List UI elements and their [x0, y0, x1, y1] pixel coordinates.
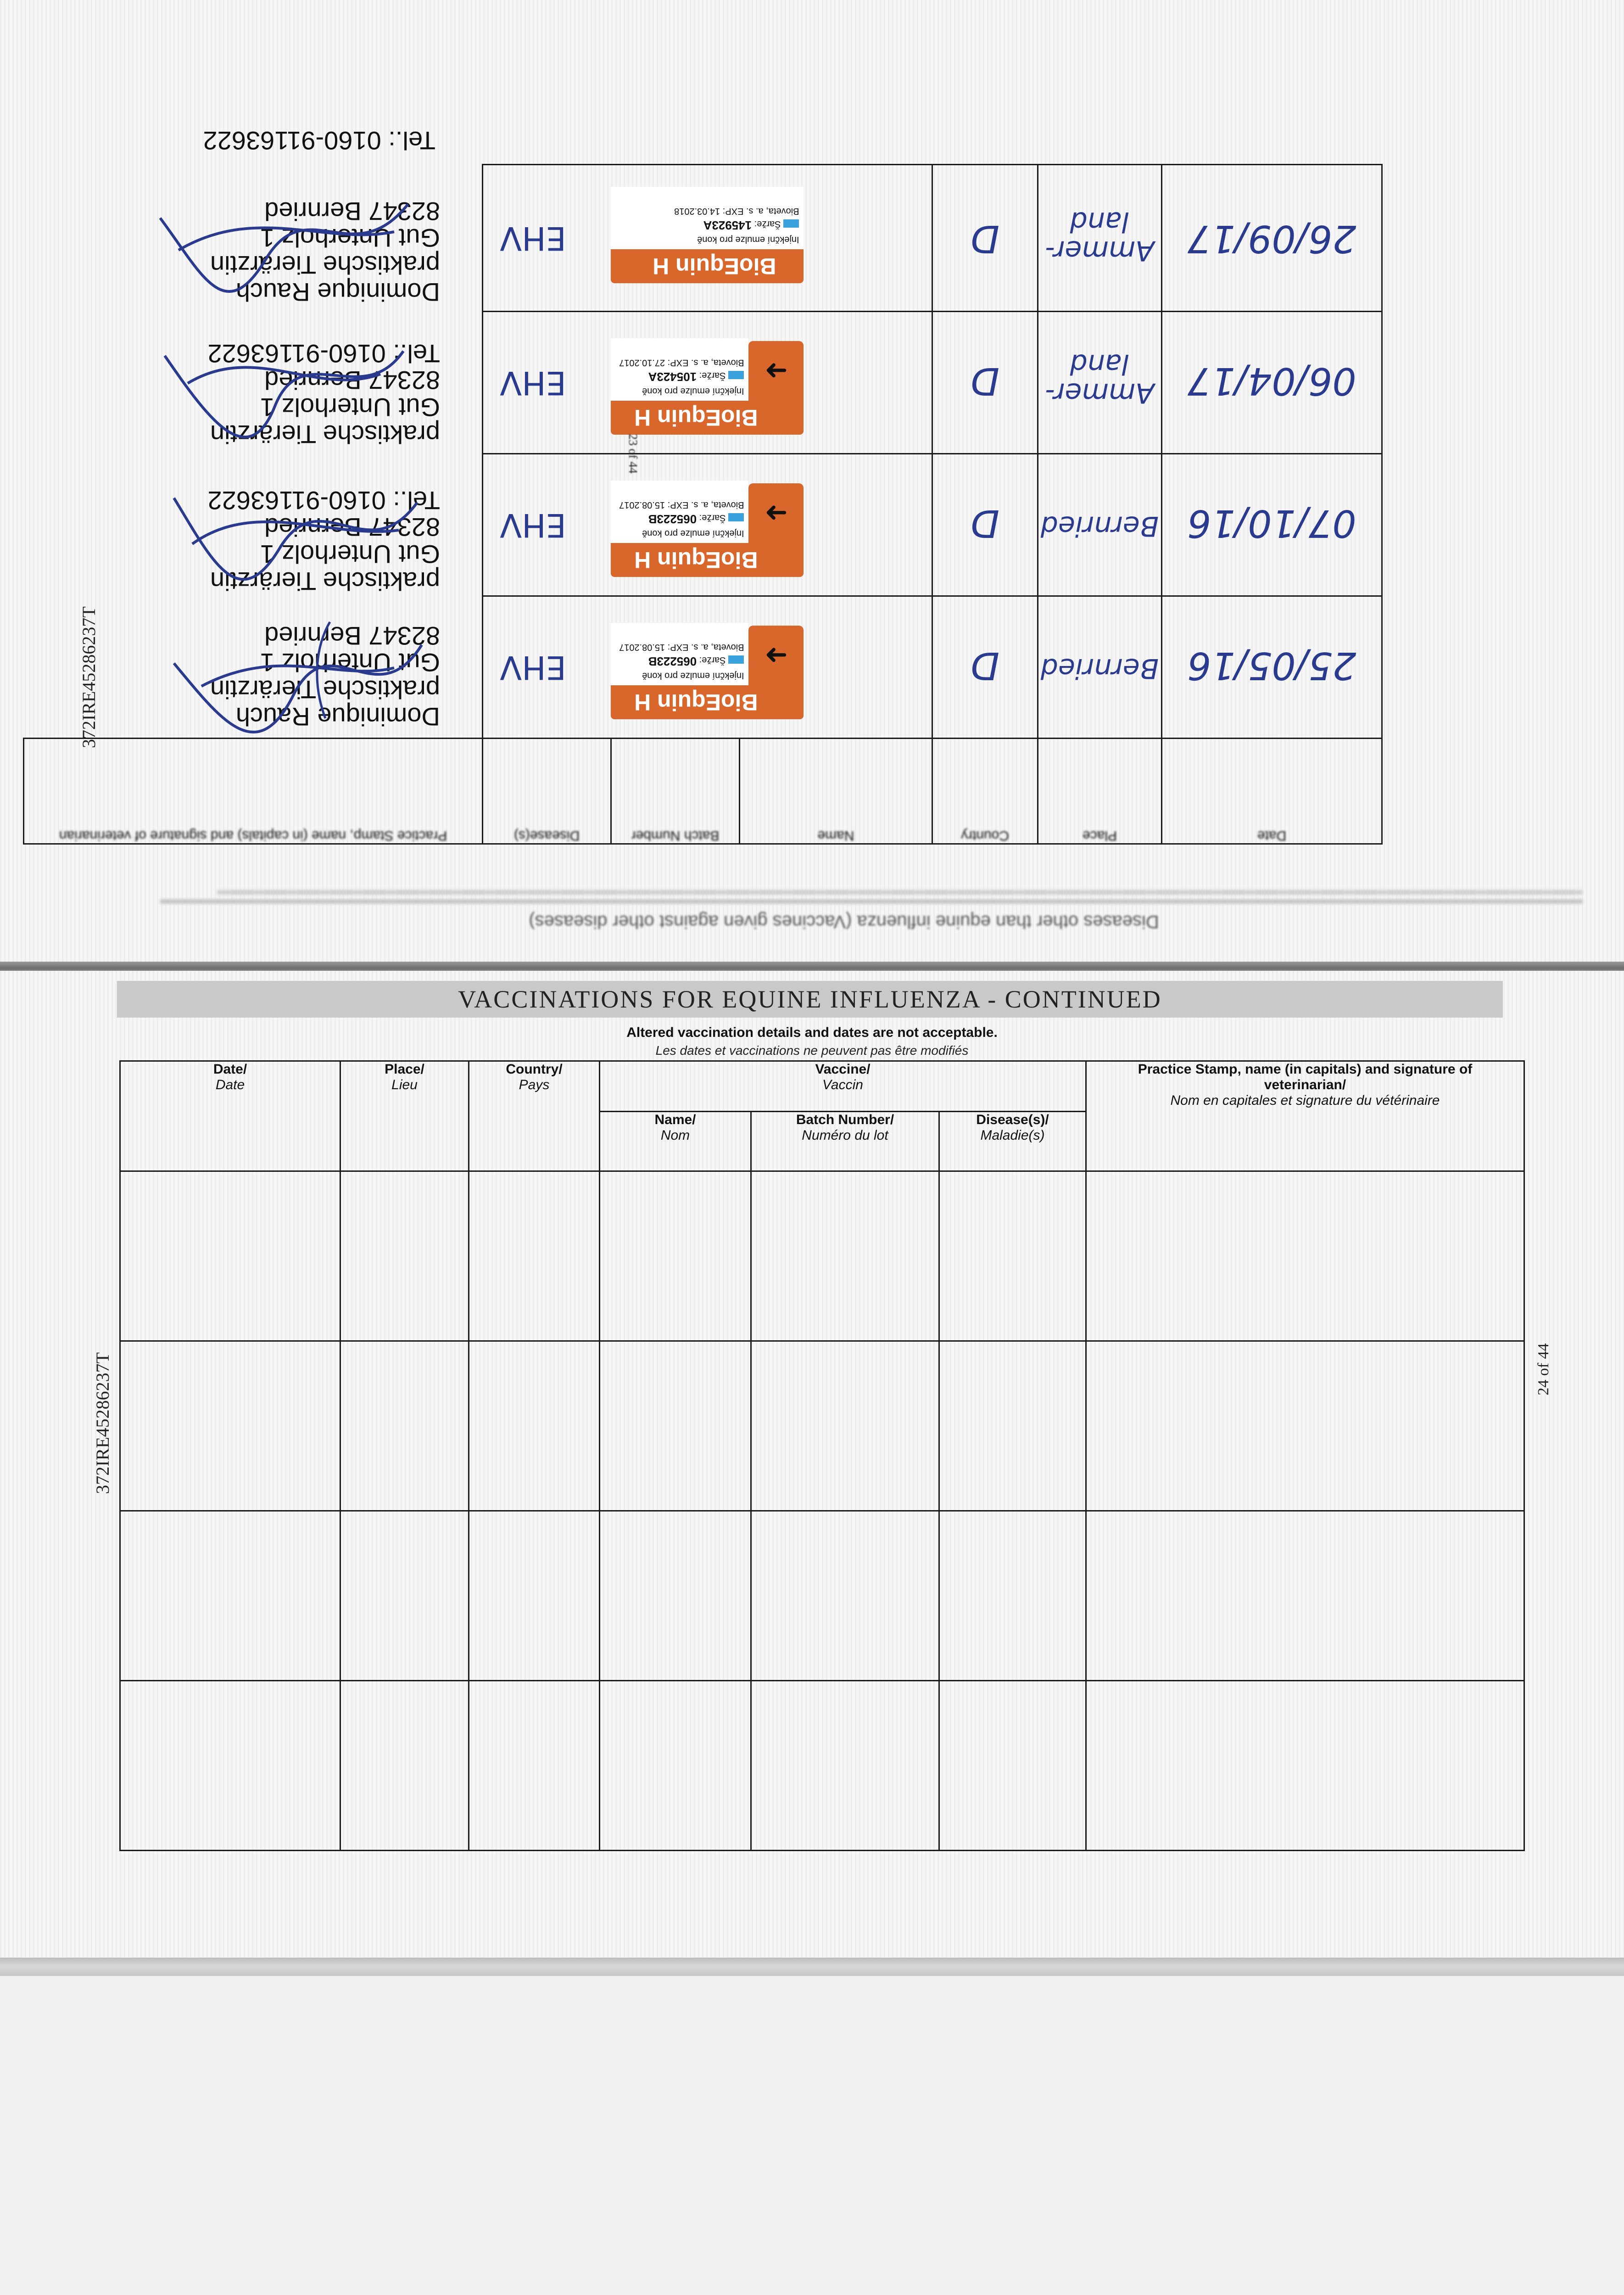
top-page-number: 23 of 44 [626, 434, 640, 474]
empty-entry-row [120, 1171, 1524, 1341]
vet-signature [146, 319, 422, 438]
entry-cell[interactable] [120, 1681, 340, 1851]
bioveta-logo-icon [729, 371, 744, 379]
row3-country-cell: D [932, 312, 1038, 454]
entry-cell[interactable] [340, 1681, 469, 1851]
sticker-maker: Bioveta, a. s. [746, 206, 799, 216]
entry-cell[interactable] [600, 1341, 751, 1511]
bioveta-logo-icon [729, 655, 744, 664]
vaccine-sticker [611, 623, 804, 719]
entry-cell[interactable] [1086, 1511, 1524, 1681]
bioveta-logo-icon [729, 513, 744, 521]
entry-cell[interactable] [939, 1681, 1086, 1851]
vet-signature [156, 466, 431, 585]
row1-place-cell: Bernried [1038, 596, 1162, 739]
sticker-label [611, 481, 749, 543]
header-vaccine-name: Name/ Nom [600, 1112, 751, 1171]
sticker-subtitle: Injekční emulze pro koně [697, 235, 799, 245]
sticker-batch-label: Šarže: [699, 370, 726, 381]
sticker-batch-number: 105423A [648, 370, 697, 384]
scanner-background [0, 1976, 1624, 2295]
sticker-expiry: EXP: 27.10.2017 [619, 357, 689, 368]
entry-cell[interactable] [751, 1681, 939, 1851]
sticker-brand: BioEquin H [611, 543, 804, 577]
sticker-maker: Bioveta, a. s. [691, 357, 744, 368]
entry-cell[interactable] [120, 1511, 340, 1681]
row3-date-cell: 06/04/17 [1162, 312, 1382, 454]
entry-cell[interactable] [120, 1341, 340, 1511]
sticker-batch-label: Šarže: [754, 219, 781, 229]
header-disease: Disease(s)/ Maladie(s) [939, 1112, 1086, 1171]
sticker-batch-number: 145923A [703, 218, 752, 232]
entry-cell[interactable] [120, 1171, 340, 1341]
sticker-maker: Bioveta, a. s. [691, 499, 744, 510]
entry-cell[interactable] [600, 1511, 751, 1681]
empty-entry-row [120, 1681, 1524, 1851]
vet-stamp: Dominique Rauch praktische Tierärztin Gut Unterholz 1 82347 Bernried [210, 196, 440, 307]
entry-cell[interactable] [340, 1341, 469, 1511]
top-page-rotated-content [0, 0, 1624, 966]
sticker-brand: BioEquin H [611, 401, 804, 435]
vet-stamp: Dominique Rauch praktische Tierärztin Gut Unterholz 1 82347 Bernried [210, 621, 440, 731]
entry-cell[interactable] [1086, 1171, 1524, 1341]
section-title: VACCINATIONS FOR EQUINE INFLUENZA - CONTINUED [117, 981, 1503, 1018]
top-header-name: Name [740, 739, 932, 844]
entry-cell[interactable] [1086, 1341, 1524, 1511]
entry-cell[interactable] [939, 1171, 1086, 1341]
top-page-heading: Diseases other than equine influenza (Vaccines given against other diseases) [529, 912, 1159, 932]
sticker-batch-label: Šarže: [699, 655, 726, 665]
table-header-row [120, 1061, 1524, 1112]
row3-place-cell: Ammer-land [1038, 312, 1162, 454]
header-place: Place/ Lieu [340, 1061, 469, 1171]
vet-signature [146, 177, 422, 296]
sticker-batch-number: 065223B [648, 512, 697, 526]
top-page-document-code: 372IRE45286237T [78, 606, 99, 748]
entry-cell[interactable] [469, 1511, 600, 1681]
row1-date-cell: 25/05/16 [1162, 596, 1382, 739]
entry-cell[interactable] [469, 1681, 600, 1851]
row2-disease: EHV [500, 506, 566, 544]
vaccine-sticker [611, 338, 804, 435]
bottom-page-number: 24 of 44 [1535, 1343, 1552, 1395]
entry-cell[interactable] [469, 1171, 600, 1341]
sticker-expiry: EXP: 15.08.2017 [619, 642, 689, 652]
sticker-arrow-icon: ➜ [749, 626, 804, 685]
entry-cell[interactable] [1086, 1681, 1524, 1851]
vet-stamp: praktische Tierärztin Gut Unterholz 1 82347 Bernried Tel.: 0160-91163622 [207, 486, 440, 596]
sticker-label [611, 187, 804, 249]
bottom-page-document-code: 372IRE45286237T [92, 1352, 113, 1494]
top-header-date: Date [1162, 739, 1382, 844]
row3-disease: EHV [500, 364, 566, 402]
page-bottom-edge [0, 1958, 1624, 1976]
alteration-warning-fr: Les dates et vaccinations ne peuvent pas être modifiés [655, 1043, 969, 1058]
entry-cell[interactable] [751, 1171, 939, 1341]
top-page-note [160, 888, 1583, 907]
vaccine-sticker [611, 481, 804, 577]
empty-entry-row [120, 1341, 1524, 1511]
row2-date-cell: 07/10/16 [1162, 454, 1382, 596]
entry-cell[interactable] [600, 1681, 751, 1851]
row4-place-cell: Ammer-land [1038, 165, 1162, 312]
sticker-subtitle: Injekční emulze pro koně [642, 671, 744, 681]
header-date: Date/ Date [120, 1061, 340, 1171]
entry-cell[interactable] [340, 1511, 469, 1681]
bottom-page [0, 971, 1624, 1958]
top-header-stamp: Practice Stamp, name (in capitals) and signature of veterinarian [24, 739, 483, 844]
entry-cell[interactable] [751, 1511, 939, 1681]
sticker-arrow-icon: ➜ [749, 483, 804, 543]
sticker-label [611, 623, 749, 685]
header-batch-number: Batch Number/ Numéro du lot [751, 1112, 939, 1171]
top-header-place: Place [1038, 739, 1162, 844]
sticker-brand: BioEquin H [611, 685, 804, 719]
sticker-label [611, 338, 749, 401]
entry-cell[interactable] [340, 1171, 469, 1341]
row4-disease: EHV [500, 219, 566, 257]
sticker-arrow-icon: ➜ [749, 341, 804, 401]
empty-entry-row [120, 1511, 1524, 1681]
entry-cell[interactable] [600, 1171, 751, 1341]
sticker-maker: Bioveta, a. s. [691, 642, 744, 652]
entry-cell[interactable] [939, 1511, 1086, 1681]
top-page [0, 0, 1624, 966]
top-table-header-row [24, 739, 1382, 844]
vet-stamp-phone: Tel.: 0160-91163622 [203, 126, 435, 155]
sticker-subtitle: Injekční emulze pro koně [642, 528, 744, 538]
row4-country-cell: D [932, 165, 1038, 312]
row2-country-cell: D [932, 454, 1038, 596]
row2-place-cell: Bernried [1038, 454, 1162, 596]
row1-country-cell: D [932, 596, 1038, 739]
sticker-subtitle: Injekční emulze pro koně [642, 386, 744, 396]
top-header-batch: Batch Number [611, 739, 740, 844]
top-header-disease: Disease(s) [483, 739, 611, 844]
top-header-country: Country [932, 739, 1038, 844]
vet-signature [156, 617, 431, 737]
sticker-batch-label: Šarže: [699, 513, 726, 523]
vet-stamp: praktische Tierärztin Gut Unterholz 1 82347 Bernried Tel.: 0160-91163622 [207, 339, 440, 449]
entry-cell[interactable] [751, 1341, 939, 1511]
bioveta-logo-icon [784, 219, 799, 228]
sticker-expiry: EXP: 14.03.2018 [674, 206, 744, 216]
row4-date-cell: 26/09/17 [1162, 165, 1382, 312]
row1-disease: EHV [500, 649, 566, 686]
sticker-batch-number: 065223B [648, 655, 697, 668]
header-stamp: Practice Stamp, name (in capitals) and signature of veterinarian/ Nom en capitales et signature du vétérinaire [1086, 1061, 1524, 1171]
entry-cell[interactable] [469, 1341, 600, 1511]
alteration-warning: Altered vaccination details and dates are not acceptable. [626, 1025, 998, 1040]
vaccine-sticker [611, 187, 804, 283]
influenza-vaccination-table [119, 1060, 1525, 1851]
entry-cell[interactable] [939, 1341, 1086, 1511]
sticker-brand: BioEquin H [611, 249, 804, 283]
header-country: Country/ Pays [469, 1061, 600, 1171]
sticker-expiry: EXP: 15.08.2017 [619, 499, 689, 510]
header-vaccine: Vaccine/ Vaccin [600, 1061, 1086, 1112]
